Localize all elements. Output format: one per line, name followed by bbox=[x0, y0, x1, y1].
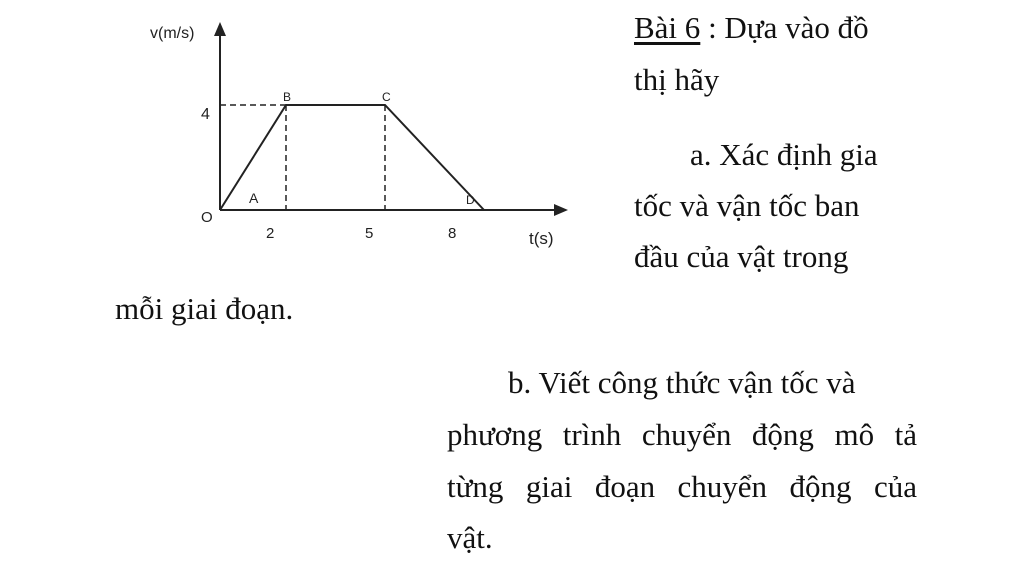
y-tick-4: 4 bbox=[201, 106, 210, 123]
part-b-line2: phương trình chuyển động mô tả bbox=[447, 417, 917, 452]
x-tick-2: 2 bbox=[266, 225, 275, 242]
part-b-line1: b. Viết công thức vận tốc và bbox=[508, 365, 856, 400]
part-a-line3: đầu của vật trong bbox=[634, 239, 849, 274]
velocity-time-graph bbox=[0, 0, 600, 260]
problem-title-line bbox=[634, 12, 869, 43]
part-b-line3: từng giai đoạn chuyển động của bbox=[447, 469, 917, 504]
point-label-b: B bbox=[283, 90, 292, 104]
point-label-d: D bbox=[466, 193, 475, 207]
part-a-line2: tốc và vận tốc ban bbox=[634, 188, 860, 223]
origin-label: O bbox=[201, 209, 213, 226]
x-axis-label: t(s) bbox=[529, 229, 554, 248]
dashed-guides bbox=[220, 105, 385, 210]
y-axis-label: v(m/s) bbox=[150, 25, 195, 42]
region-label-a: A bbox=[249, 190, 259, 206]
x-tick-8: 8 bbox=[448, 225, 457, 242]
problem-label: Bài 6 bbox=[634, 10, 701, 45]
velocity-line bbox=[220, 105, 484, 210]
part-b-line4: vật. bbox=[447, 520, 493, 555]
axes bbox=[214, 22, 568, 216]
v-axis-arrow-icon bbox=[214, 22, 226, 36]
problem-intro: : Dựa vào đồ bbox=[700, 10, 869, 45]
x-tick-5: 5 bbox=[365, 225, 374, 242]
part-a-line1: a. Xác định gia bbox=[690, 137, 878, 172]
t-axis-arrow-icon bbox=[554, 204, 568, 216]
graph-labels bbox=[150, 25, 554, 248]
part-a-line4: mỗi giai đoạn. bbox=[115, 291, 294, 326]
problem-intro-line2: thị hãy bbox=[634, 62, 720, 97]
point-label-c: C bbox=[382, 90, 391, 104]
